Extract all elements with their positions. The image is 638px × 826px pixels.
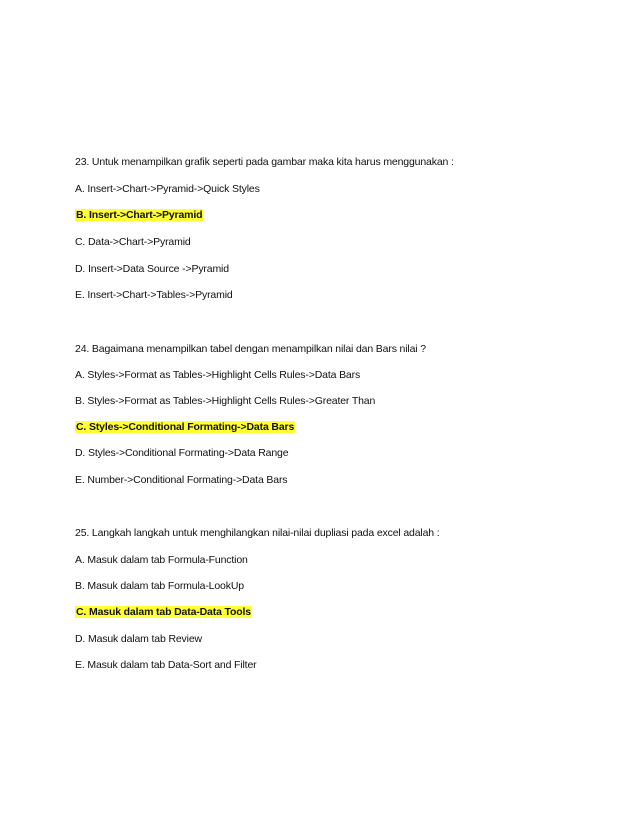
question-24-option-b: B. Styles->Format as Tables->Highlight Cells Rules->Greater Than bbox=[75, 395, 376, 407]
question-23-option-a: A. Insert->Chart->Pyramid->Quick Styles bbox=[75, 183, 260, 195]
question-24-text: 24. Bagaimana menampilkan tabel dengan menampilkan nilai dan Bars nilai ? bbox=[75, 343, 426, 355]
question-23-option-b bbox=[75, 208, 203, 222]
question-25-option-c bbox=[75, 605, 252, 619]
question-25-option-e: E. Masuk dalam tab Data-Sort and Filter bbox=[75, 659, 257, 671]
question-23-option-c: C. Data->Chart->Pyramid bbox=[75, 236, 191, 248]
question-25-text: 25. Langkah langkah untuk menghilangkan nilai-nilai dupliasi pada excel adalah : bbox=[75, 527, 440, 539]
question-23-text: 23. Untuk menampilkan grafik seperti pada gambar maka kita harus menggunakan : bbox=[75, 156, 454, 168]
question-25-option-d: D. Masuk dalam tab Review bbox=[75, 633, 202, 645]
correct-answer-highlight: C. Styles->Conditional Formating->Data Bars bbox=[76, 421, 295, 433]
question-23-option-d: D. Insert->Data Source ->Pyramid bbox=[75, 263, 229, 275]
question-25-option-b: B. Masuk dalam tab Formula-LookUp bbox=[75, 580, 244, 592]
correct-answer-highlight: C. Masuk dalam tab Data-Data Tools bbox=[76, 606, 251, 618]
question-25-option-a: A. Masuk dalam tab Formula-Function bbox=[75, 554, 248, 566]
question-23-option-e: E. Insert->Chart->Tables->Pyramid bbox=[75, 289, 233, 301]
question-24-option-d: D. Styles->Conditional Formating->Data Range bbox=[75, 447, 289, 459]
question-24-option-e: E. Number->Conditional Formating->Data Bars bbox=[75, 474, 288, 486]
question-24-option-c bbox=[75, 420, 295, 434]
correct-answer-highlight: B. Insert->Chart->Pyramid bbox=[76, 209, 203, 221]
question-24-option-a: A. Styles->Format as Tables->Highlight Cells Rules->Data Bars bbox=[75, 369, 361, 381]
